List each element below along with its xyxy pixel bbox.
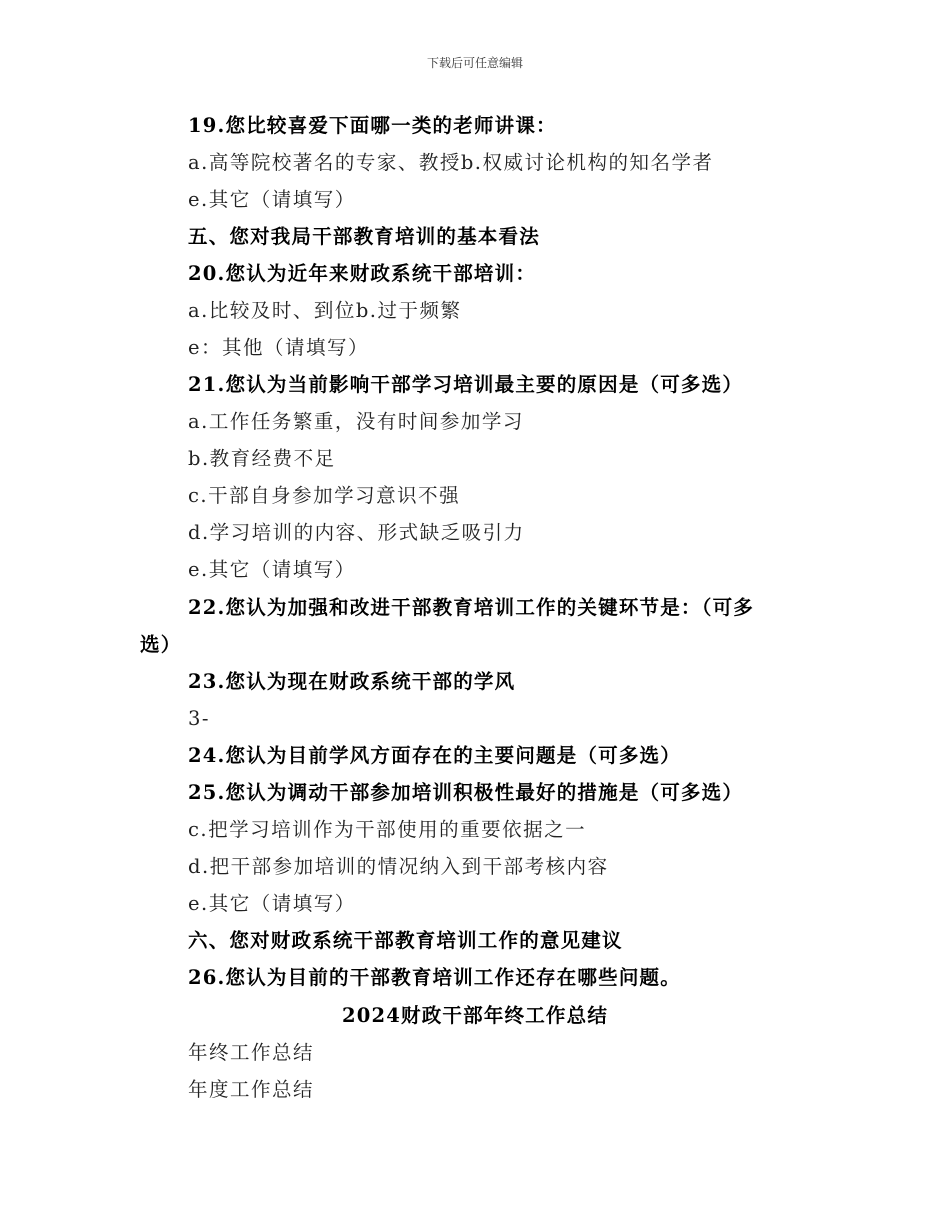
option-line: e：其他（请填写） (188, 336, 370, 359)
subtitle-line: 年度工作总结 (188, 1078, 315, 1101)
option-line: c.把学习培训作为干部使用的重要依据之一 (188, 818, 587, 841)
section-heading-6: 六、您对财政系统干部教育培训工作的意见建议 (188, 929, 623, 952)
question-20: 20.您认为近年来财政系统干部培训： (188, 262, 537, 285)
document-title: 2024财政干部年终工作总结 (341, 1004, 609, 1027)
option-line: a.高等院校著名的专家、教授b.权威讨论机构的知名学者 (188, 151, 714, 174)
option-line: e.其它（请填写） (188, 558, 356, 581)
section-heading-5: 五、您对我局干部教育培训的基本看法 (188, 225, 540, 248)
question-19: 19.您比较喜爱下面哪一类的老师讲课： (188, 114, 557, 137)
option-line: d.学习培训的内容、形式缺乏吸引力 (188, 521, 525, 544)
question-22: 22.您认为加强和改进干部教育培训工作的关键环节是：（可多 (188, 596, 754, 619)
option-line: a.工作任务繁重，没有时间参加学习 (188, 410, 524, 433)
page-header: 下载后可任意编辑 (426, 56, 523, 70)
option-line: e.其它（请填写） (188, 188, 356, 211)
page-number-fragment: 3- (188, 707, 210, 730)
option-line: a.比较及时、到位b.过于频繁 (188, 299, 462, 322)
option-line: b.教育经费不足 (188, 447, 336, 470)
question-23: 23.您认为现在财政系统干部的学风 (188, 670, 516, 693)
option-line: e.其它（请填写） (188, 892, 356, 915)
question-26: 26.您认为目前的干部教育培训工作还存在哪些问题。 (188, 966, 681, 989)
option-line: d.把干部参加培训的情况纳入到干部考核内容 (188, 855, 609, 878)
subtitle-line: 年终工作总结 (188, 1041, 315, 1064)
question-25: 25.您认为调动干部参加培训积极性最好的措施是（可多选） (188, 781, 744, 804)
question-21: 21.您认为当前影响干部学习培训最主要的原因是（可多选） (188, 373, 744, 396)
question-22-continuation: 选） (140, 633, 182, 656)
question-24: 24.您认为目前学风方面存在的主要问题是（可多选） (188, 744, 681, 767)
option-line: c.干部自身参加学习意识不强 (188, 484, 461, 507)
